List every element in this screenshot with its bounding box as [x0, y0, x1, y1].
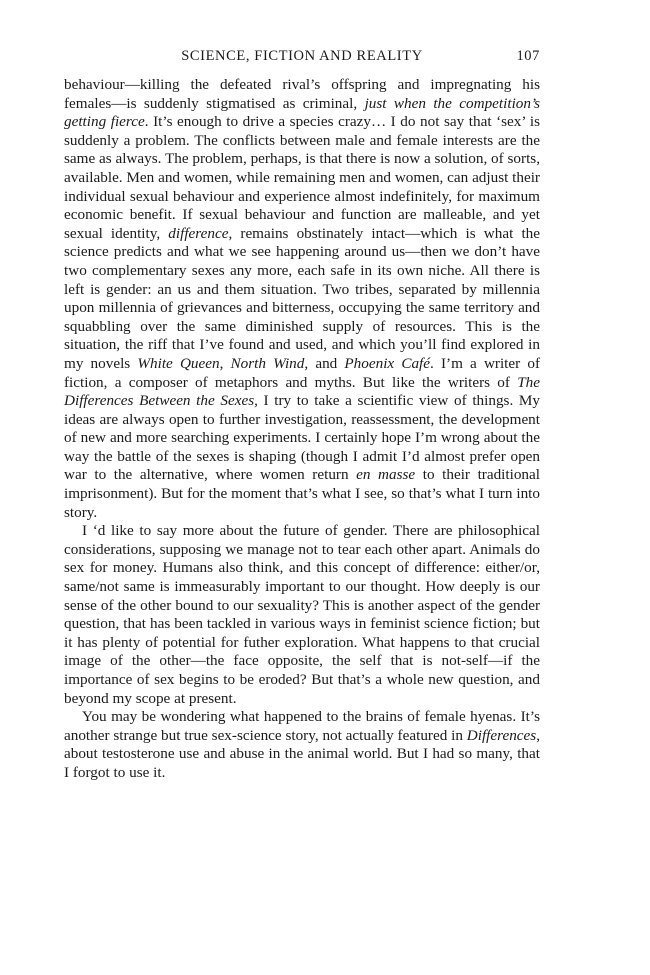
book-title-short-differences: Differences	[466, 726, 537, 744]
novel-title-phoenix-cafe: Phoenix Café	[344, 354, 431, 372]
text-run: , and	[304, 354, 345, 372]
book-title-differences: The Differences Between the Sexes	[64, 373, 540, 410]
text-run: behaviour—killing the defeated rival’s offspring and impregnating his females—is suddenly stigmatised as criminal,	[64, 76, 540, 112]
text-run: , I try to take a scientific view of things. My ideas are always open to further investigation, reassessment, the development of new and more searching experiments. I certainly hope I’m wrong about the way the battle of the sexes is shaping (though I admit I’d almost prefer open war to the alternative, where women return	[64, 392, 541, 484]
paragraph-2: I ‘d like to say more about the future of gender. There are philosophical considerations, supposing we manage not to tear each other apart. Animals do sex for money. Humans also think, and this concept of difference: either/or, same/not same is immeasurably important to our thought. How deeply is our sense of the other bound to our sexuality? This is another aspect of the gender question, that has been tackled in various ways in feminist science fiction; but it has plenty of potential for futher exploration. What happens to that crucial image of the other—the face opposite, the self that is not-self—if the importance of sex begins to be eroded? But that’s a whole new question, and beyond my scope at present.	[64, 522, 540, 707]
text-run: ,	[219, 354, 231, 372]
text-run: , remains obstinately intact—which is what the science predicts and what we see happening around us—then we don’t have two complementary sexes any more, each safe in its own niche. All there is left is gender: an us and them situation. Two tribes, separated by millennia upon millennia of grievances and bitterness, occupying the same territory and squabbling over the same diminished supply of resources. This is the situation, the riff that I’ve found and used, and which you’ll find explored in my novels	[64, 224, 541, 372]
italic-phrase-en-masse: en masse	[356, 466, 416, 484]
text-run: , about testosterone use and abuse in the animal world. But I had so many, that I forgot to use it.	[64, 726, 540, 781]
text-run: . I’m a writer of fiction, a composer of metaphors and myths. But like the writers of	[64, 354, 541, 391]
text-run: . It’s enough to drive a species crazy… I do not say that ‘sex’ is suddenly a problem. The conflicts between male and female interests are the same as always. The problem, perhaps, is that there is now a solution, of sorts, available. Men and women, while remaining men and women, can adjust their individual sexual behaviour and experience almost indefinitely, for maximum economic benefit. If sexual behaviour and function are malleable, and yet sexual identity,	[64, 113, 540, 242]
italic-term: difference	[168, 224, 229, 242]
running-title: SCIENCE, FICTION AND REALITY	[181, 48, 423, 64]
novel-title-north-wind: North Wind	[230, 354, 305, 372]
text-run: to their traditional imprisonment). But for the moment that’s what I see, so that’s what I turn into story.	[64, 466, 540, 521]
paragraph-1	[64, 76, 540, 522]
paragraph-3	[64, 708, 540, 782]
text-run: You may be wondering what happened to the brains of female hyenas. It’s another strange but true sex-science story, not actually featured in	[64, 708, 540, 744]
novel-title-white-queen: White Queen	[137, 354, 220, 372]
body-text	[64, 76, 540, 783]
page-number: 107	[516, 48, 540, 64]
italic-phrase: just when the competition’s getting fierce	[64, 94, 540, 131]
